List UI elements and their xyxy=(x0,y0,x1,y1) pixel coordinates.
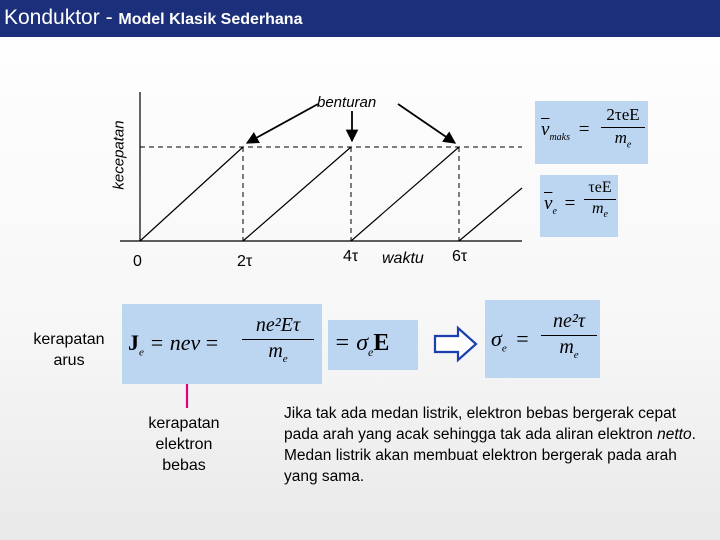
ve-numerator: τeE xyxy=(584,179,616,200)
implies-arrow xyxy=(435,328,476,360)
je-numerator: ne²Eτ xyxy=(242,314,314,340)
velocity-ramp xyxy=(351,147,459,241)
paragraph-part2: . Medan listrik akan membuat elektron bergerak pada arah yang sama. xyxy=(284,426,696,485)
tick-0: 0 xyxy=(133,253,142,270)
tick-2tau: 2τ xyxy=(237,253,253,270)
x-axis-label: waktu xyxy=(382,250,424,267)
vmaks-denominator: m xyxy=(614,128,627,147)
explanation-paragraph xyxy=(284,403,714,487)
je-mid: = nev xyxy=(149,330,201,355)
title-sub: Model Klasik Sederhana xyxy=(118,11,303,28)
collision-arrow xyxy=(398,104,455,143)
vmaks-equation-box: $\overline{v}_{maks}$ = 2τeE $m_e$ xyxy=(535,101,648,164)
velocity-ramp xyxy=(459,188,522,241)
vmaks-denominator-sub: e xyxy=(626,139,632,151)
title-main: Konduktor xyxy=(4,6,100,29)
collision-arrow xyxy=(247,104,318,143)
je-lhs: J xyxy=(128,330,139,355)
je-denominator-sub: e xyxy=(282,353,288,365)
collision-label: benturan xyxy=(317,94,377,111)
y-axis-label: kecepatan xyxy=(110,120,128,190)
vmaks-lhs: $\overline{v}$ xyxy=(541,119,550,140)
tick-4tau: 4τ xyxy=(343,248,359,265)
paragraph-italic: netto xyxy=(657,426,692,443)
ve-denominator: m xyxy=(591,200,604,217)
sigma-e-field-box xyxy=(328,320,418,370)
ve-denominator-sub: e xyxy=(603,209,608,221)
ve-lhs-sub: e xyxy=(552,205,557,217)
sigma-denominator: m xyxy=(559,336,574,358)
je-lhs-sub: e xyxy=(139,346,144,359)
sigma-denominator-sub: e xyxy=(573,349,579,361)
je-denominator: m xyxy=(268,340,283,362)
sigma-numerator: ne²τ xyxy=(541,310,597,336)
current-density-label: kerapatan arus xyxy=(33,331,105,369)
sigma-e-field-sub: e xyxy=(368,344,374,359)
tick-6tau: 6τ xyxy=(452,248,468,265)
velocity-ramp xyxy=(243,147,351,241)
sigma-e-field-tail: E xyxy=(373,330,390,356)
free-electron-density-label: kerapatan elektron bebas xyxy=(148,415,220,474)
ve-lhs: $\overline{v}$ xyxy=(544,193,553,214)
ve-equation-box: $\overline{v}_e$ = τeE $m_e$ xyxy=(540,175,618,237)
vmaks-numerator: 2τeE xyxy=(601,105,645,128)
je-equation-box: $J_e$ = nev = ne²Eτ $m_e$ xyxy=(122,304,322,384)
sigma-lhs: σ xyxy=(491,326,502,351)
paragraph-part1: Jika tak ada medan listrik, elektron bebas bergerak cepat pada arah yang acak sehingga tak ada aliran elektron xyxy=(284,405,677,443)
vmaks-lhs-sub: maks xyxy=(549,131,570,143)
sigma-equation-box: $\sigma_e$ = ne²τ $m_e$ xyxy=(485,300,600,378)
sigma-e-field-text: = σ xyxy=(334,330,369,356)
title-separator: - xyxy=(99,6,119,29)
velocity-ramp xyxy=(140,147,243,241)
sigma-lhs-sub: e xyxy=(501,342,507,355)
